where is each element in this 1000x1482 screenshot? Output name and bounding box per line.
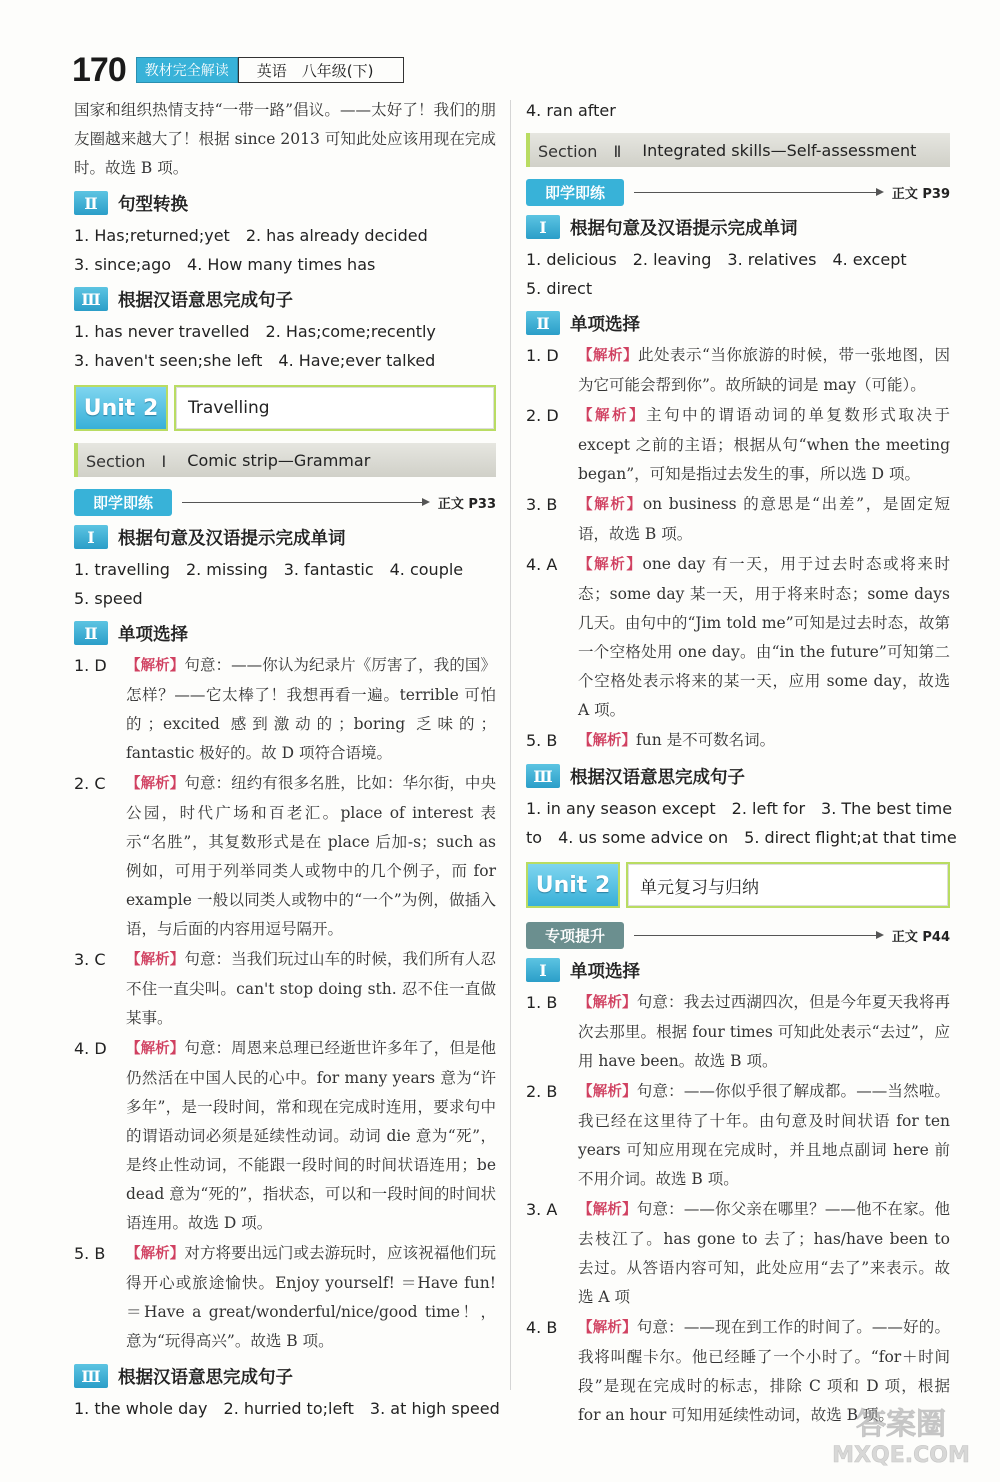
section-heading	[74, 523, 496, 551]
analysis-label: 【解析】	[578, 1320, 637, 1336]
answer-line: 3. haven't seen;she left 4. Have;ever talked	[74, 351, 436, 370]
answer-line: 1. in any season except 2. left for 3. The best time	[526, 799, 953, 818]
watermark-bottom-text: MXQE.COM	[832, 1443, 970, 1468]
roman-numeral-badge: Ⅰ	[74, 525, 108, 549]
answer-number: 4. B	[526, 1318, 558, 1337]
section-title: 单项选择	[570, 314, 640, 335]
answer-number: 5. B	[526, 731, 558, 750]
answer-line: 1. travelling 2. missing 3. fantastic 4. couple	[74, 560, 464, 579]
answer-line: 1. Has;returned;yet 2. has already decided	[74, 226, 428, 245]
unit-title: 单元复习与归纳	[626, 862, 950, 908]
answer-line: 1. the whole day 2. hurried to;left 3. at high speed	[74, 1399, 500, 1418]
analysis-text: on business 的意思是“出差”，是固定短语，故选 B 项。	[578, 495, 951, 543]
page-header	[72, 52, 404, 88]
section-heading	[74, 285, 496, 313]
section-heading	[74, 189, 496, 217]
answer-number: 2. D	[526, 406, 559, 425]
section-heading	[526, 762, 950, 790]
explained-answer	[526, 550, 950, 725]
analysis-text: 句意：当我们玩过山车的时候，我们所有人忍不住一直尖叫。can't stop doing sth. 忍不住一直做某事。	[126, 950, 497, 1027]
answer-number: 3. A	[526, 1200, 558, 1219]
answer-line: 4. ran after	[526, 101, 616, 120]
analysis-text: 句意：——现在到工作的时间了。——好的。我将叫醒卡尔。他已经睡了一个小时了。“for＋时间段”是现在完成时的标志，排除 C 项和 D 项，根据 for an hour 可知用延续性动词，故选 B 项。	[578, 1318, 950, 1424]
textbook-page-ref: 正文 P44	[891, 929, 950, 945]
analysis-label: 【解析】	[578, 497, 643, 513]
answer-line: to 4. us some advice on 5. direct flight;at that time	[526, 828, 957, 847]
column-divider	[510, 100, 511, 1390]
explained-answer	[74, 1034, 496, 1238]
roman-numeral-badge: Ⅱ	[74, 621, 108, 645]
right-column	[526, 96, 957, 1430]
analysis-label: 【解析】	[578, 1084, 637, 1100]
analysis-label: 【解析】	[126, 952, 185, 968]
section-bar	[74, 443, 496, 477]
section-heading	[526, 309, 950, 337]
book-series-tag: 教材完全解读	[136, 57, 238, 83]
explained-answer	[74, 769, 496, 944]
analysis-label: 【解析】	[578, 733, 636, 749]
section-title: 根据汉语意思完成句子	[118, 1367, 293, 1388]
section-label: Section Ⅱ	[538, 141, 622, 161]
analysis-label: 【解析】	[126, 1246, 185, 1262]
section-separator	[629, 141, 634, 160]
explained-answer	[74, 945, 496, 1033]
answer-number: 2. C	[74, 774, 106, 793]
answer-number: 4. A	[526, 555, 558, 574]
arrow-line-icon	[182, 502, 428, 503]
explained-answer	[526, 988, 950, 1076]
analysis-text: 句意：我去过西湖四次，但是今年夏天我将再次去那里。根据 four times 可知此处表示“去过”，应用 have been。故选 B 项。	[578, 993, 950, 1070]
answer-line: 5. speed	[74, 589, 143, 608]
explained-answer	[526, 401, 950, 489]
section-heading	[74, 1362, 496, 1390]
analysis-label: 【解析】	[578, 1202, 637, 1218]
unit-title: Travelling	[174, 385, 496, 431]
section-title: 单项选择	[570, 961, 640, 982]
section-title: 根据句意及汉语提示完成单词	[570, 218, 798, 239]
practice-header	[526, 177, 950, 207]
analysis-label: 【解析】	[578, 348, 639, 364]
book-title: 英语 八年级(下)	[238, 57, 404, 83]
section-heading	[74, 619, 496, 647]
analysis-text: one day 有一天，用于过去时态或将来时态；some day 某一天，用于将来时态；some days 几天。由句中的“Jim told me”可知是过去时态，故第一个空格处用 one day。由“in the future”可知第二个空格处表示将来的某一天，应用 some day，故选 A 项。	[578, 555, 951, 719]
analysis-text: 句意：纽约有很多名胜，比如：华尔街，中央公园，时代广场和百老汇。place of interest 表示“名胜”，其复数形式是在 place 后加-s；such as 例如，可用于列举同类人或物中的几个例子，而 for example 一般以同类人或物中的“一个”为例，做插入语，与后面的内容用逗号隔开。	[126, 774, 497, 938]
analysis-text: fun 是不可数名词。	[636, 731, 776, 749]
answer-line: 3. since;ago 4. How many times has	[74, 255, 376, 274]
section-label: Section Ⅰ	[86, 451, 167, 471]
answer-number: 2. B	[526, 1082, 558, 1101]
roman-numeral-badge: Ⅱ	[74, 191, 108, 215]
site-watermark-logo	[816, 1396, 986, 1468]
explained-answer	[74, 651, 496, 768]
section-bar-title: Comic strip—Grammar	[187, 450, 371, 470]
arrow-line-icon	[634, 192, 882, 193]
textbook-page-ref: 正文 P39	[891, 186, 950, 202]
explained-answer	[526, 490, 950, 549]
analysis-text: 此处表示“当你旅游的时候，带一张地图，因为它可能会帮到你”。故所缺的词是 may（可能）。	[578, 346, 950, 394]
textbook-page-ref: 正文 P33	[437, 496, 496, 512]
answer-number: 1. B	[526, 993, 558, 1012]
section-title: 根据汉语意思完成句子	[118, 290, 293, 311]
practice-badge: 即学即练	[526, 179, 624, 206]
unit-badge: Unit 2	[526, 862, 620, 908]
analysis-label: 【解析】	[126, 776, 185, 792]
analysis-text: 句意：——你父亲在哪里？——他不在家。他去枝江了。has gone to 去了；has/have been to 去过。从答语内容可知，此处应用“去了”来表示。故选 A 项	[578, 1200, 950, 1306]
analysis-text: 句意：——你认为纪录片《厉害了，我的国》怎样？——它太棒了！我想再看一遍。terrible 可怕的；excited 感到激动的；boring 乏味的；fantastic 极好的。故 D 项符合语境。	[126, 656, 496, 762]
roman-numeral-badge: Ⅰ	[526, 215, 560, 239]
answer-number: 1. D	[74, 656, 107, 675]
analysis-label: 【解析】	[578, 557, 643, 573]
section-title: 句型转换	[118, 194, 188, 215]
intro-paragraph: 国家和组织热情支持“一带一路”倡议。——太好了！我们的朋友圈越来越大了！根据 since 2013 可知此处应该用现在完成时。故选 B 项。	[74, 101, 496, 177]
unit-badge: Unit 2	[74, 385, 168, 431]
roman-numeral-badge: Ⅰ	[526, 958, 560, 982]
unit-banner	[526, 862, 950, 908]
answer-line: 5. direct	[526, 279, 593, 298]
section-title: 单项选择	[118, 624, 188, 645]
answer-number: 5. B	[74, 1244, 106, 1263]
analysis-label: 【解析】	[578, 995, 637, 1011]
answer-number: 3. B	[526, 495, 558, 514]
answer-number: 4. D	[74, 1039, 107, 1058]
analysis-label: 【解析】	[126, 658, 185, 674]
practice-badge: 专项提升	[526, 922, 624, 949]
analysis-text: 句意：——你似乎很了解成都。——当然啦。我已经在这里待了十年。由句意及时间状语 for ten years 可知应用现在完成时，并且地点副词 here 前不用介词。故选 B 项。	[578, 1082, 950, 1188]
answer-number: 1. D	[526, 346, 559, 365]
analysis-label: 【解析】	[126, 1041, 185, 1057]
unit-banner	[74, 385, 496, 431]
answer-number: 3. C	[74, 950, 106, 969]
analysis-text: 句意：周恩来总理已经逝世许多年了，但是他仍然活在中国人民的心中。for many years 意为“许多年”，是一段时间，常和现在完成时连用，要求句中的谓语动词必须是延续性动词。动词 die 意为“死”，是终止性动词，不能跟一段时间的时间状语连用；be dead 意为“死的”，指状态，可以和一段时间的时间状语连用。故选 D 项。	[126, 1039, 497, 1232]
page-number: 170	[72, 50, 126, 89]
watermark-top-text: 答案圈	[856, 1407, 946, 1442]
answer-line: 1. has never travelled 2. Has;come;recently	[74, 322, 436, 341]
explained-answer	[526, 341, 950, 400]
section-heading	[526, 956, 950, 984]
roman-numeral-badge: Ⅲ	[74, 1364, 108, 1388]
roman-numeral-badge: Ⅲ	[526, 764, 560, 788]
practice-header	[526, 920, 950, 950]
explained-answer	[526, 1195, 950, 1312]
analysis-label: 【解析】	[578, 408, 647, 424]
practice-header	[74, 487, 496, 517]
section-heading	[526, 213, 950, 241]
explained-answer	[74, 1239, 496, 1356]
arrow-line-icon	[634, 935, 882, 936]
section-bar-title: Integrated skills—Self-assessment	[642, 140, 917, 160]
analysis-text: 主句中的谓语动词的单复数形式取决于 except 之前的主语；根据从句“when the meeting began”，可知是指过去发生的事，所以选 D 项。	[578, 406, 950, 483]
answer-line: 1. delicious 2. leaving 3. relatives 4. except	[526, 250, 907, 269]
left-column	[74, 96, 500, 1423]
roman-numeral-badge: Ⅲ	[74, 287, 108, 311]
section-bar	[526, 133, 950, 167]
analysis-text: 对方将要出远门或去游玩时，应该祝福他们玩得开心或旅途愉快。Enjoy yourself! ＝Have fun! ＝Have a great/wonderful/nice/good time！，意为“玩得高兴”。故选 B 项。	[126, 1244, 497, 1350]
explained-answer	[526, 726, 950, 756]
section-title: 根据句意及汉语提示完成单词	[118, 528, 346, 549]
section-separator	[174, 451, 179, 470]
section-title: 根据汉语意思完成句子	[570, 767, 745, 788]
explained-answer	[526, 1077, 950, 1194]
roman-numeral-badge: Ⅱ	[526, 311, 560, 335]
practice-badge: 即学即练	[74, 489, 172, 516]
